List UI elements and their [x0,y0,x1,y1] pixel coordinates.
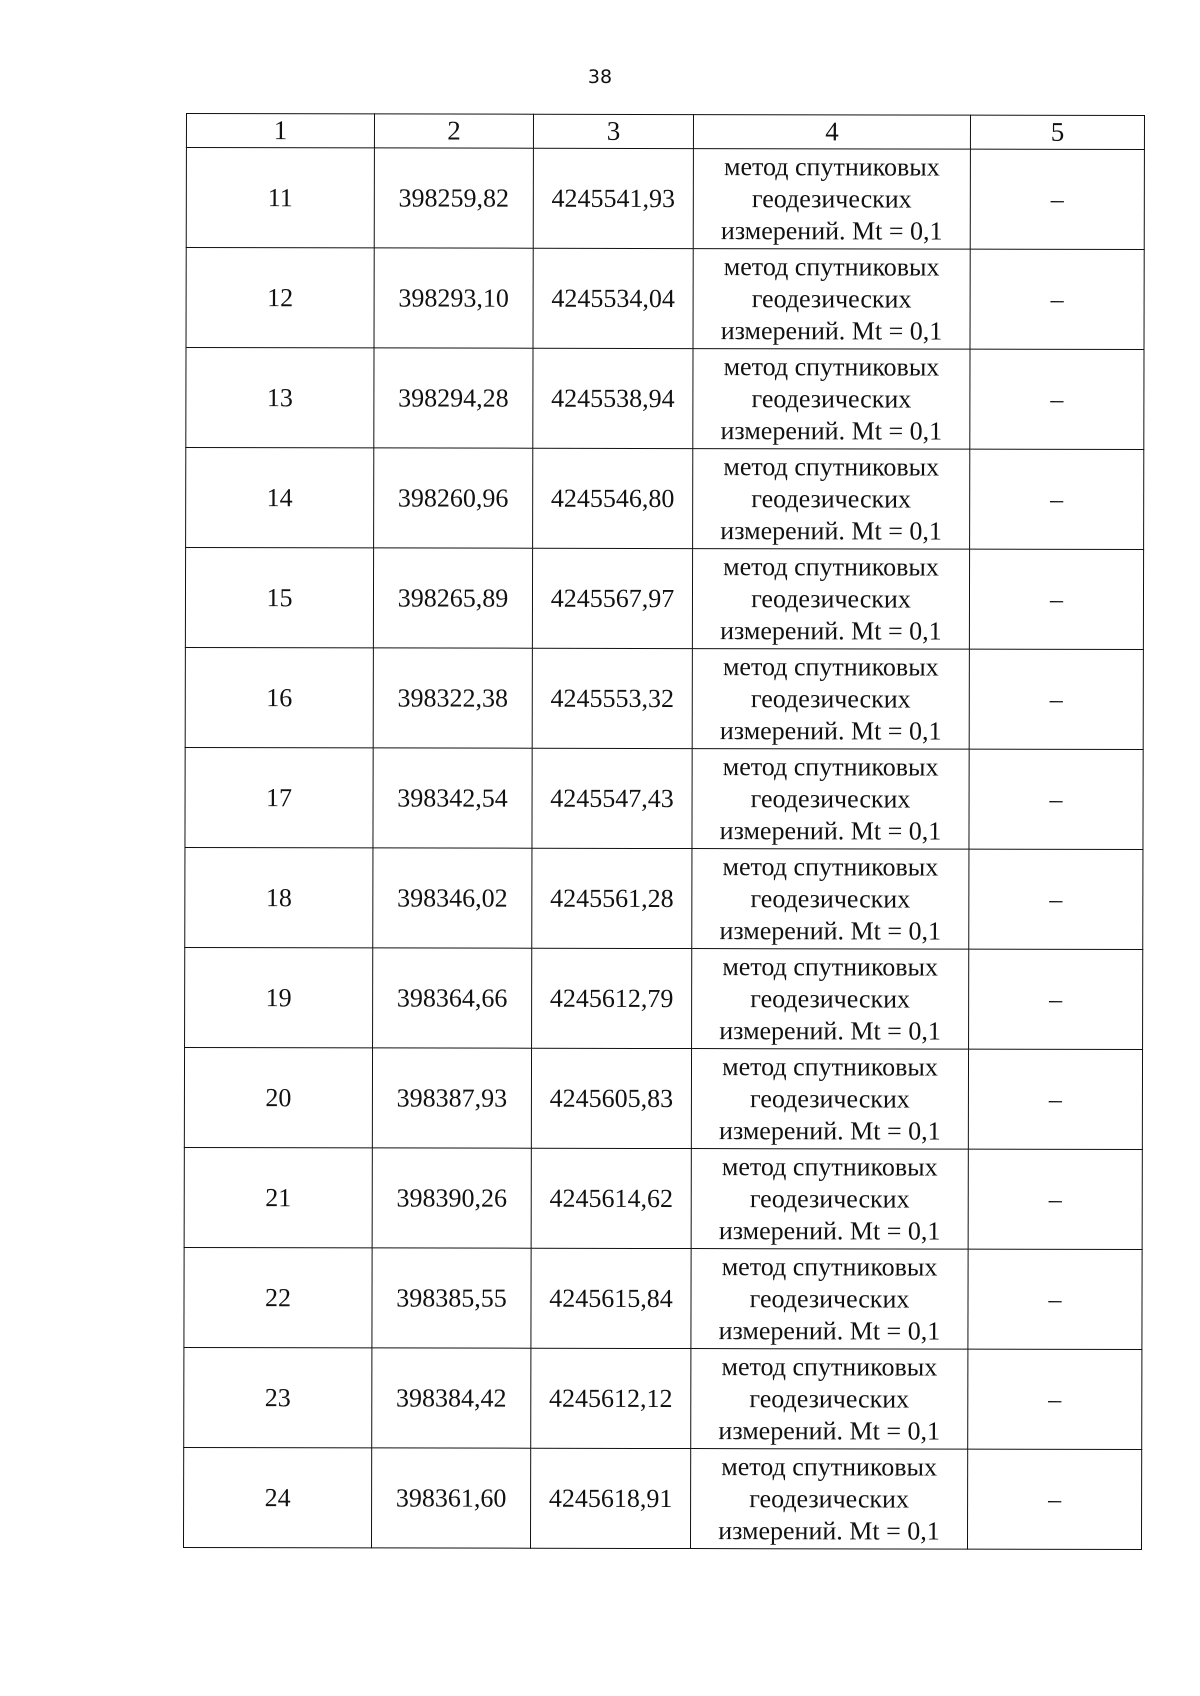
note-cell: – [968,1049,1142,1149]
method-line: измерений. Mt = 0,1 [720,415,943,446]
method-cell [692,649,969,750]
method-line: геодезических [750,983,911,1014]
method-line: измерений. Mt = 0,1 [719,1015,941,1046]
method-line: геодезических [751,183,912,214]
table-header-row [186,114,1144,150]
method-line: измерений. Mt = 0,1 [720,215,943,246]
coordinate-y-cell: 4245546,80 [533,448,693,548]
point-number-cell: 18 [185,847,373,947]
note-cell: – [970,349,1144,449]
table-row [185,548,1143,650]
note-cell: – [968,1349,1142,1449]
coordinate-y-cell: 4245614,62 [531,1148,691,1248]
method-cell [692,949,969,1050]
method-line: измерений. Mt = 0,1 [719,1115,941,1146]
coordinate-x-cell: 398361,60 [371,1448,530,1548]
method-line: измерений. Mt = 0,1 [720,315,943,346]
method-cell [692,749,969,850]
method-cell [693,349,970,450]
header-col-3: 3 [533,114,693,148]
table-row [184,1147,1142,1249]
method-line: геодезических [749,1483,909,1514]
coordinate-y-cell: 4245561,28 [532,848,692,948]
method-line: метод спутниковых [723,551,939,582]
table-row [186,148,1144,250]
method-cell [691,1149,968,1250]
coordinate-x-cell: 398322,38 [373,648,532,748]
note-cell: – [968,1249,1142,1349]
method-line: геодезических [749,1183,910,1214]
point-number-cell: 14 [186,448,374,548]
note-cell: – [969,749,1143,849]
method-line: измерений. Mt = 0,1 [719,915,942,946]
method-line: метод спутниковых [721,1251,938,1282]
coordinate-x-cell: 398384,42 [372,1348,531,1448]
method-line: измерений. Mt = 0,1 [718,1215,941,1246]
coordinate-y-cell: 4245538,94 [533,348,693,448]
method-line: геодезических [750,683,911,714]
point-number-cell: 20 [184,1047,372,1147]
coordinate-y-cell: 4245612,12 [531,1348,691,1448]
coordinate-x-cell: 398260,96 [374,448,533,548]
method-line: метод спутниковых [724,151,940,182]
table-row [185,847,1143,949]
method-line: измерений. Mt = 0,1 [718,1415,941,1446]
point-number-cell: 16 [185,647,373,747]
point-number-cell: 23 [184,1347,372,1447]
coordinate-y-cell: 4245534,04 [533,248,693,348]
coordinate-x-cell: 398364,66 [373,948,532,1048]
table-row [184,1047,1142,1149]
table-row [183,1447,1141,1549]
method-cell [691,1249,968,1350]
table-row [186,448,1144,550]
coordinate-y-cell: 4245612,79 [532,948,692,1048]
note-cell: – [969,649,1143,749]
method-line: метод спутниковых [723,351,940,382]
header-col-5: 5 [970,115,1144,149]
table-row [185,647,1143,749]
table-row [184,1247,1142,1349]
point-number-cell: 15 [185,548,373,648]
table-row [185,747,1143,849]
method-cell [692,549,969,650]
method-cell [692,849,969,950]
method-line: геодезических [749,1283,910,1314]
point-number-cell: 13 [186,348,374,448]
table-row [185,947,1143,1049]
point-number-cell: 17 [185,747,373,847]
method-line: измерений. Mt = 0,1 [720,615,942,646]
method-cell [691,1049,968,1150]
method-line: измерений. Mt = 0,1 [718,1515,940,1546]
point-number-cell: 21 [184,1147,372,1247]
method-line: метод спутниковых [721,1351,938,1382]
table-row [186,348,1144,450]
method-line: метод спутниковых [722,851,939,882]
method-line: геодезических [751,283,912,314]
note-cell: – [970,249,1144,349]
method-line: метод спутниковых [721,1451,938,1482]
method-line: геодезических [751,383,912,414]
coordinate-y-cell: 4245547,43 [532,748,692,848]
method-cell [690,1449,967,1550]
method-line: метод спутниковых [723,251,940,282]
coordinate-x-cell: 398387,93 [372,1048,531,1148]
coordinate-x-cell: 398346,02 [373,848,532,948]
method-line: метод спутниковых [722,751,939,782]
coordinate-y-cell: 4245605,83 [531,1048,691,1148]
coordinate-x-cell: 398259,82 [374,148,533,248]
method-line: геодезических [750,883,911,914]
point-number-cell: 12 [186,248,374,348]
header-col-1: 1 [186,114,374,148]
method-line: метод спутниковых [723,451,940,482]
coordinate-y-cell: 4245553,32 [532,648,692,748]
note-cell: – [969,849,1143,949]
coordinate-x-cell: 398294,28 [374,348,533,448]
page-number: 38 [587,66,613,88]
method-line: метод спутниковых [722,651,939,682]
point-number-cell: 11 [186,148,374,248]
method-line: метод спутниковых [722,951,939,982]
method-line: измерений. Mt = 0,1 [718,1315,941,1346]
point-number-cell: 19 [185,947,373,1047]
coordinate-x-cell: 398265,89 [373,548,532,648]
method-cell [691,1349,968,1450]
method-line: метод спутниковых [722,1051,938,1082]
method-line: геодезических [751,483,912,514]
method-cell [693,249,970,350]
method-line: геодезических [750,783,911,814]
method-line: измерений. Mt = 0,1 [719,715,942,746]
coordinate-x-cell: 398293,10 [374,248,533,348]
coordinate-x-cell: 398342,54 [373,748,532,848]
method-line: измерений. Mt = 0,1 [719,815,942,846]
header-col-4: 4 [693,115,970,150]
point-number-cell: 22 [184,1247,372,1347]
coordinate-y-cell: 4245541,93 [533,148,693,248]
table-body [183,148,1144,1550]
note-cell: – [968,1149,1142,1249]
coordinate-x-cell: 398385,55 [372,1248,531,1348]
note-cell: – [970,149,1144,249]
coordinate-x-cell: 398390,26 [372,1148,531,1248]
method-line: измерений. Mt = 0,1 [720,515,942,546]
method-line: геодезических [750,1083,910,1114]
note-cell: – [967,1449,1141,1549]
method-cell [693,449,970,550]
coordinates-table [183,113,1145,1550]
note-cell: – [969,949,1143,1049]
coordinate-y-cell: 4245615,84 [531,1248,691,1348]
coordinate-y-cell: 4245567,97 [532,548,692,648]
note-cell: – [969,549,1143,649]
note-cell: – [970,449,1144,549]
method-line: геодезических [751,583,911,614]
table-row [186,248,1144,350]
coordinate-y-cell: 4245618,91 [530,1448,690,1548]
method-line: геодезических [749,1383,910,1414]
method-cell [693,149,970,250]
header-col-2: 2 [374,114,533,148]
table-row [184,1347,1142,1449]
method-line: метод спутниковых [721,1151,938,1182]
point-number-cell: 24 [183,1447,371,1547]
